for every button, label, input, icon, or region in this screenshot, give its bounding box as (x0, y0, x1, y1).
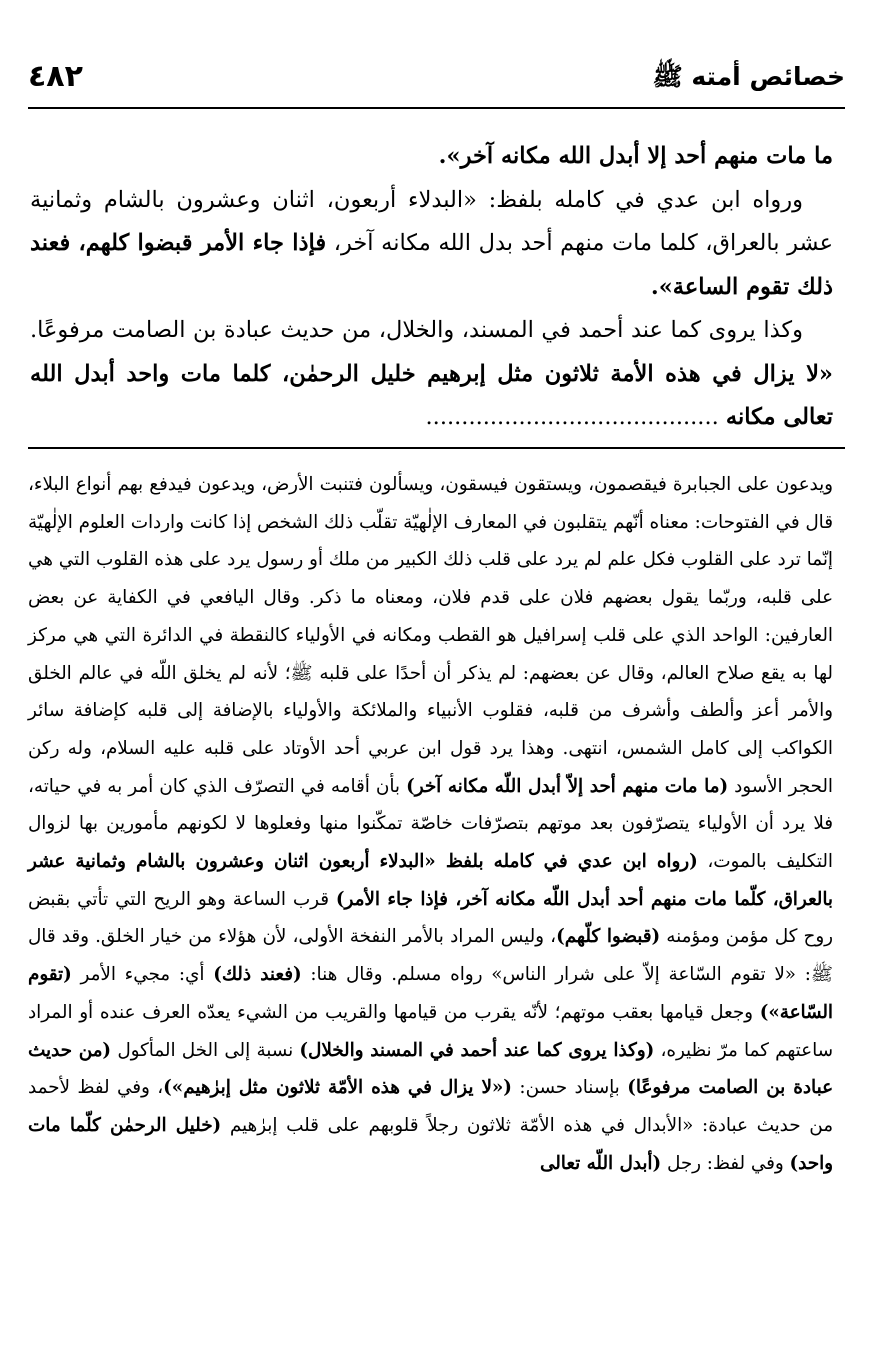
main-paragraph-2a: ورواه ابن عدي في كامله بلفظ: «البدلاء أربعون، اثنان وعشرون بالشام وثمانية عشر بالعراق، كلما مات منهم أحد بدل الله مكانه آخر، (30, 186, 834, 256)
main-paragraph-1: ما مات منهم أحد إلا أبدل الله مكانه آخر». (438, 143, 833, 169)
commentary-text (28, 466, 833, 1182)
commentary-segment: ، وفي لفظ لأحمد من حديث عبادة: «الأبدال في هذه الأمّة ثلاثون رجلاً قلوبهم على قلب إبرٰهيم (28, 1077, 833, 1136)
commentary-segment: ويدعون على الجبابرة فيقصمون، ويستقون فيسقون، ويسألون فتنبت الأرض، ويدعون فيدفع بهم أنواع البلاء، قال في الفتوحات: معناه أنّهم يتقلبون في المعارف الإلٰهيّة تقلّب ذلك الشخص إذا كانت واردات العلوم الإلٰهيّة إنّما ترد على القلوب فكل علم لم يرد على قلب ذلك الكبير من ملك أو رسول يرد على هذه القلوب التي هي على قلبه، وربّما يقول بعضهم فلان على قدم فلان، ومعناه ما ذكر. وقال اليافعي في الكفاية عن بعض العارفين: الواحد الذي على قلب إسرافيل هو القطب ومكانه في الأولياء كالنقطة في الدائرة التي هي مركز لها به يقع صلاح العالم، وقال عن بعضهم: لم يذكر أن أحدًا على قلبه ﷺ؛ لأنه لم يخلق اللّه في عالم الخلق والأمر أعز وألطف وأشرف من قلبه، فقلوب الأنبياء والملائكة والأولياء بالإضافة إلى قلبه كإضافة سائر الكواكب إلى كامل الشمس، انتهى. وهذا يرد قول ابن عربي أحد الأوتاد على قلبه عليه السلام، وله ركن الحجر الأسود (28, 474, 833, 797)
commentary-quote: (وكذا يروى كما عند أحمد في المسند والخلال) (299, 1039, 655, 1061)
commentary-segment: بأن أقامه في التصرّف الذي كان أمر به في حياته، فلا يرد أن الأولياء يتصرّفون بعد موتهم بتصرّفات خاصّة تمكّنوا منها وفعلوها لا لكونهم مأمورين بها لزوال التكليف بالموت، (28, 775, 833, 873)
commentary-quote: (ما مات منهم أحد إلاّ أبدل اللّه مكانه آخر) (406, 775, 729, 797)
commentary-quote: (رواه ابن عدي في كامله بلفظ «البدلاء أربعون اثنان وعشرون بالشام وثمانية عشر بالعراق، كلّما مات منهم أحد أبدل اللّه مكانه آخر، فإذا جاء الأمر) (28, 851, 833, 910)
commentary-paragraph (28, 466, 833, 1182)
commentary-segment: أي: مجيء الأمر (71, 964, 214, 986)
commentary-quote: (أبدل اللّه تعالى (539, 1152, 662, 1174)
commentary-segment: قرب الساعة وهو الريح التي تأتي بقبض روح كل مؤمن ومؤمنه (28, 888, 833, 948)
commentary-segment: ، وليس المراد بالأمر النفخة الأولى، لأن هؤلاء من خيار الخلق. وقد قال ﷺ: «لا تقوم السّاعة إلاّ على شرار الناس» رواه مسلم. وقال هنا: (28, 926, 834, 986)
main-paragraph (30, 179, 833, 310)
commentary-quote: (خليل الرحمٰن كلّما مات واحد) (28, 1114, 833, 1174)
commentary-quote: (فعند ذلك) (213, 964, 302, 986)
main-paragraph-3a: وكذا يروى كما عند أحمد في المسند، والخلال، من حديث عبادة بن الصامت مرفوعًا. (30, 317, 803, 343)
header-rule (28, 107, 845, 109)
commentary-quote: («لا يزال في هذه الأمّة ثلاثون مثل إبرٰهيم») (163, 1077, 512, 1099)
commentary-segment: نسبة إلى الخل المأكول (111, 1039, 300, 1061)
page-header (28, 56, 845, 104)
running-title: خصائص أمته ﷺ (652, 62, 845, 91)
main-paragraph (30, 309, 833, 440)
commentary-segment: بإسناد حسن: (511, 1077, 628, 1099)
commentary-segment: وجعل قيامها بعقب موتهم؛ لأنّه يقرب من قيامها والقريب من الشيء يعدّه العرف عنده أو المراد ساعتهم كما مرّ نظيره، (28, 1001, 833, 1061)
page-number: ٤٨٢ (28, 59, 83, 94)
text-divider (28, 447, 845, 449)
commentary-quote: (قبضوا كلّهم) (556, 926, 661, 948)
commentary-quote: (تقوم السّاعة») (28, 964, 833, 1023)
continuation-dots: ......................................... (425, 404, 726, 430)
main-paragraph (30, 135, 833, 179)
commentary-segment: وفي لفظ: رجل (661, 1152, 790, 1174)
main-paragraph-3b: «لا يزال في هذه الأمة ثلاثون مثل إبرهيم خليل الرحمٰن، كلما مات واحد أبدل الله تعالى مكانه (30, 360, 833, 430)
commentary-quote: (من حديث عبادة بن الصامت مرفوعًا) (28, 1039, 833, 1099)
main-text (30, 135, 833, 440)
main-paragraph-2b: فإذا جاء الأمر قبضوا كلهم، فعند ذلك تقوم الساعة». (30, 230, 833, 300)
